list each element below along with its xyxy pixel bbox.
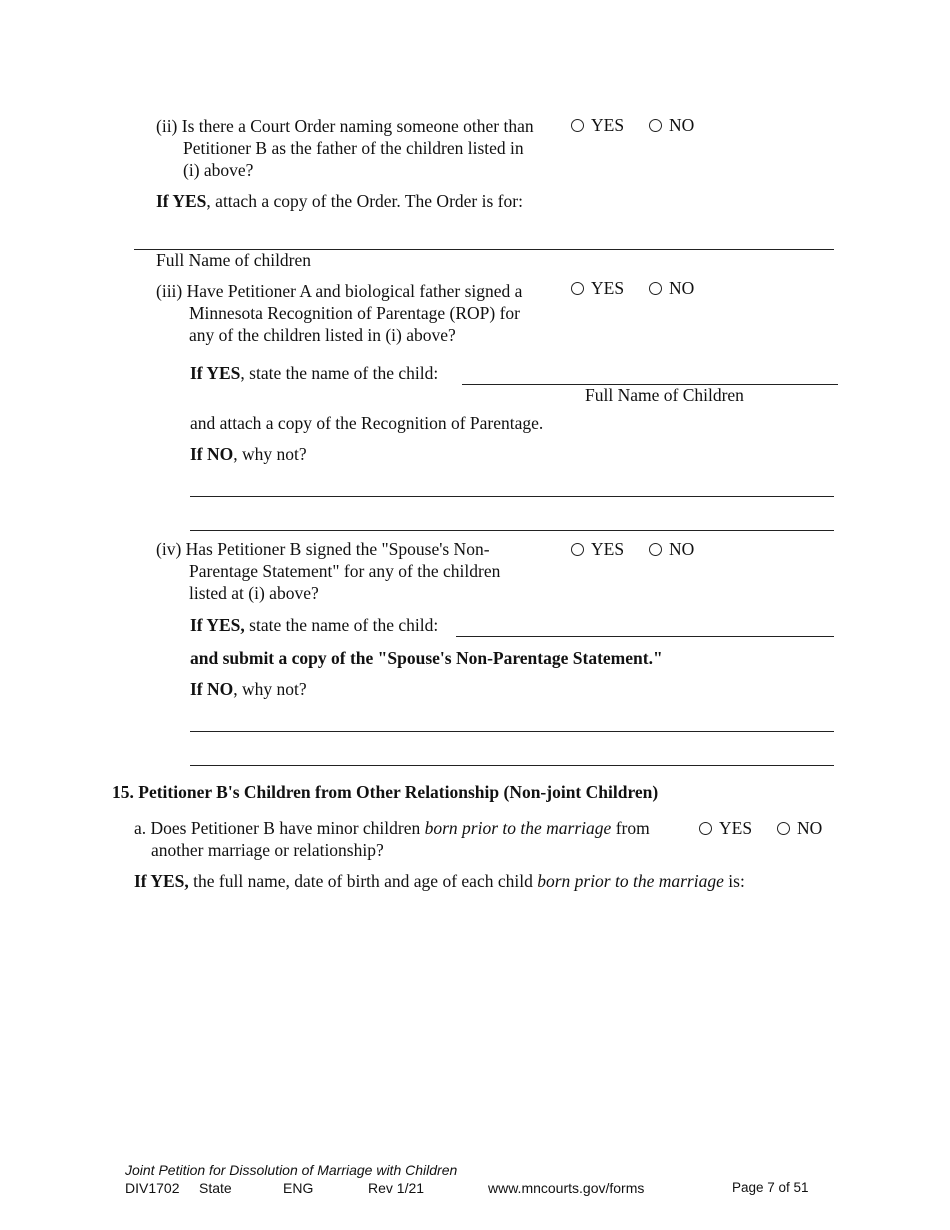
s15-if-yes-mid: the full name, date of birth and age of each child	[188, 871, 538, 891]
section-15-question-a-line1	[134, 817, 650, 839]
s15-if-yes-bold: If YES,	[134, 871, 189, 891]
s15-if-yes-end: is:	[723, 871, 745, 891]
qa-prefix: a. Does Petitioner B have minor children	[134, 818, 425, 838]
q4-if-yes	[190, 614, 438, 636]
q2-text-line2: Petitioner B as the father of the children listed in	[183, 138, 524, 158]
q3-if-no-rest: , why not?	[233, 444, 307, 464]
footer-form-code: DIV1702	[125, 1180, 180, 1196]
q2-if-yes-bold: If YES	[156, 191, 207, 211]
q3-yes-option[interactable]	[571, 277, 624, 299]
q3-if-no-bold: If NO	[190, 444, 234, 464]
footer-page-number: Page 7 of 51	[732, 1180, 809, 1195]
qa-suffix: from	[611, 818, 650, 838]
q4-text-line3: listed at (i) above?	[189, 583, 319, 603]
q3-text-line2: Minnesota Recognition of Parentage (ROP) for	[189, 303, 520, 323]
q2-yes-label: YES	[591, 115, 625, 135]
footer-url: www.mncourts.gov/forms	[488, 1180, 645, 1196]
q3-no-radio[interactable]	[649, 282, 662, 295]
qa-italic: born prior to the marriage	[424, 818, 612, 838]
footer-jurisdiction: State	[199, 1180, 232, 1196]
q3-if-yes-bold: If YES	[190, 363, 241, 383]
q3-yes-label: YES	[591, 278, 625, 298]
footer-language: ENG	[283, 1180, 314, 1196]
q4-if-no	[190, 678, 307, 700]
q4-yes-option[interactable]	[571, 538, 624, 560]
q3-yes-radio[interactable]	[571, 282, 584, 295]
q4-yes-radio[interactable]	[571, 543, 584, 556]
q3-no-option[interactable]	[649, 277, 694, 299]
q2-yes-radio[interactable]	[571, 119, 584, 132]
q4-why-not-line-2[interactable]	[190, 765, 834, 766]
q4-why-not-line-1[interactable]	[190, 731, 834, 732]
q3-why-not-line-1[interactable]	[190, 496, 834, 497]
footer-title: Joint Petition for Dissolution of Marriage with Children	[125, 1162, 458, 1178]
q3-if-no	[190, 443, 307, 465]
q2-text-line3: (i) above?	[183, 160, 254, 180]
q2-yes-option[interactable]	[571, 114, 624, 136]
q4-child-name-field-line[interactable]	[456, 636, 834, 637]
q4-no-option[interactable]	[649, 538, 694, 560]
q3-if-yes	[190, 362, 438, 384]
q3-if-yes-rest: , state the name of the child:	[240, 363, 439, 383]
q3-text-line1: (iii) Have Petitioner A and biological father signed a	[156, 281, 523, 301]
q3-attach-text: and attach a copy of the Recognition of Parentage.	[190, 413, 544, 433]
q2-if-yes	[156, 190, 523, 212]
q4-if-yes-bold: If YES,	[190, 615, 245, 635]
q3-text-line3: any of the children listed in (i) above?	[189, 325, 456, 345]
q2-no-label: NO	[669, 115, 695, 135]
footer-revision: Rev 1/21	[368, 1180, 425, 1196]
s15a-yes-option[interactable]	[699, 817, 752, 839]
q4-submit-text: and submit a copy of the "Spouse's Non-Parentage Statement."	[190, 648, 663, 668]
s15a-yes-label: YES	[719, 818, 753, 838]
q4-no-radio[interactable]	[649, 543, 662, 556]
q3-field-caption: Full Name of Children	[585, 385, 744, 405]
q4-text-line1: (iv) Has Petitioner B signed the "Spouse's Non-	[156, 539, 490, 559]
s15a-no-option[interactable]	[777, 817, 822, 839]
section-15-heading: 15. Petitioner B's Children from Other Relationship (Non-joint Children)	[112, 782, 659, 802]
q2-no-option[interactable]	[649, 114, 694, 136]
q4-no-label: NO	[669, 539, 695, 559]
section-15-question-a-line2: another marriage or relationship?	[151, 840, 384, 860]
q3-why-not-line-2[interactable]	[190, 530, 834, 531]
q2-if-yes-rest: , attach a copy of the Order. The Order is for:	[206, 191, 523, 211]
q2-field-caption: Full Name of children	[156, 250, 312, 270]
q4-if-no-rest: , why not?	[233, 679, 307, 699]
s15a-yes-radio[interactable]	[699, 822, 712, 835]
s15-if-yes-italic: born prior to the marriage	[537, 871, 724, 891]
q2-text-line1: (ii) Is there a Court Order naming someone other than	[156, 116, 534, 136]
q4-yes-label: YES	[591, 539, 625, 559]
section-15-if-yes	[134, 870, 745, 892]
q3-no-label: NO	[669, 278, 695, 298]
s15a-no-radio[interactable]	[777, 822, 790, 835]
q4-if-yes-rest: state the name of the child:	[244, 615, 439, 635]
q2-no-radio[interactable]	[649, 119, 662, 132]
q4-if-no-bold: If NO	[190, 679, 234, 699]
q4-text-line2: Parentage Statement" for any of the children	[189, 561, 501, 581]
s15a-no-label: NO	[797, 818, 823, 838]
